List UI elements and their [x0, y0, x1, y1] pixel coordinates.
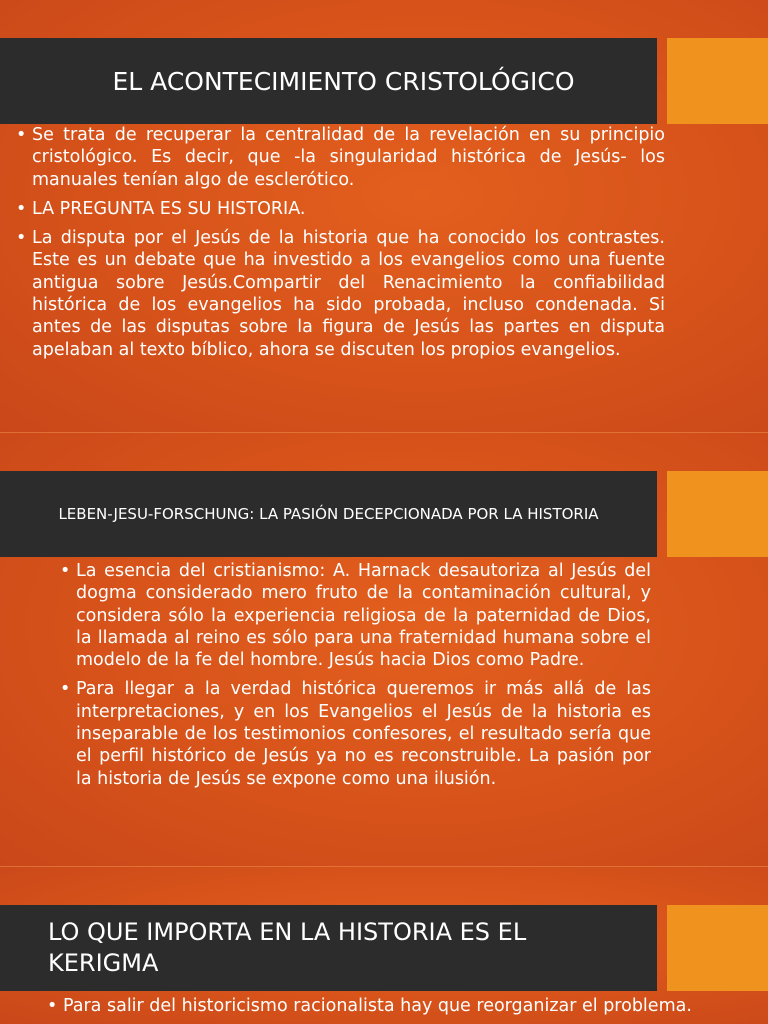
bullet-item: • LA PREGUNTA ES SU HISTORIA.	[32, 198, 665, 220]
slide-2-bullet-list	[76, 560, 651, 797]
bullet-item: • Se trata de recuperar la centralidad de la revelación en su principio cristológico. Es decir, que -la singularidad histórica de Jesús- los manuales tenían algo de esclerótico.	[32, 124, 665, 191]
slide-2	[0, 433, 768, 867]
slide-1	[0, 0, 768, 433]
slide-2-title: LEBEN-JESU-FORSCHUNG: LA PASIÓN DECEPCIONADA POR LA HISTORIA	[58, 505, 599, 523]
slide-1-bullet-list	[32, 124, 665, 368]
bullet-item: • La esencia del cristianismo: A. Harnack desautoriza al Jesús del dogma considerado mero fruto de la contaminación cultural, y considera sólo la experiencia religiosa de la paternidad de Dios, la llamada al reino es sólo para una fraternidad humana sobre el modelo de la fe del hombre. Jesús hacia Dios como Padre.	[76, 560, 651, 671]
slide-3-accent-block	[667, 905, 768, 991]
slide-2-accent-block	[667, 471, 768, 557]
slide-2-title-bar	[0, 471, 657, 557]
slide-3-title: LO QUE IMPORTA EN LA HISTORIA ES EL KERIGMA	[48, 918, 527, 977]
bullet-item: • La disputa por el Jesús de la historia que ha conocido los contrastes. Este es un debate que ha investido a los evangelios como una fuente antigua sobre Jesús.Compartir del Renacimiento la confiabilidad histórica de los evangelios ha sido probada, incluso condenada. Si antes de las disputas sobre la figura de Jesús las partes en disputa apelaban al texto bíblico, ahora se discuten los propios evangelios.	[32, 227, 665, 361]
bullet-item: • Para llegar a la verdad histórica queremos ir más allá de las interpretaciones, y en los Evangelios el Jesús de la historia es inseparable de los testimonios confesores, el resultado sería que el perfil histórico de Jesús ya no es reconstruible. La pasión por la historia de Jesús se expone como una ilusión.	[76, 678, 651, 789]
bullet-item: • Para salir del historicismo racionalista hay que reorganizar el problema.	[63, 995, 727, 1017]
slide-1-title: EL ACONTECIMIENTO CRISTOLÓGICO	[112, 66, 575, 96]
slide-3-bullet-list	[63, 995, 727, 1017]
slide-3	[0, 867, 768, 1024]
slide-1-title-bar	[0, 38, 657, 124]
slide-1-accent-block	[667, 38, 768, 124]
slide-3-title-bar	[0, 905, 657, 991]
